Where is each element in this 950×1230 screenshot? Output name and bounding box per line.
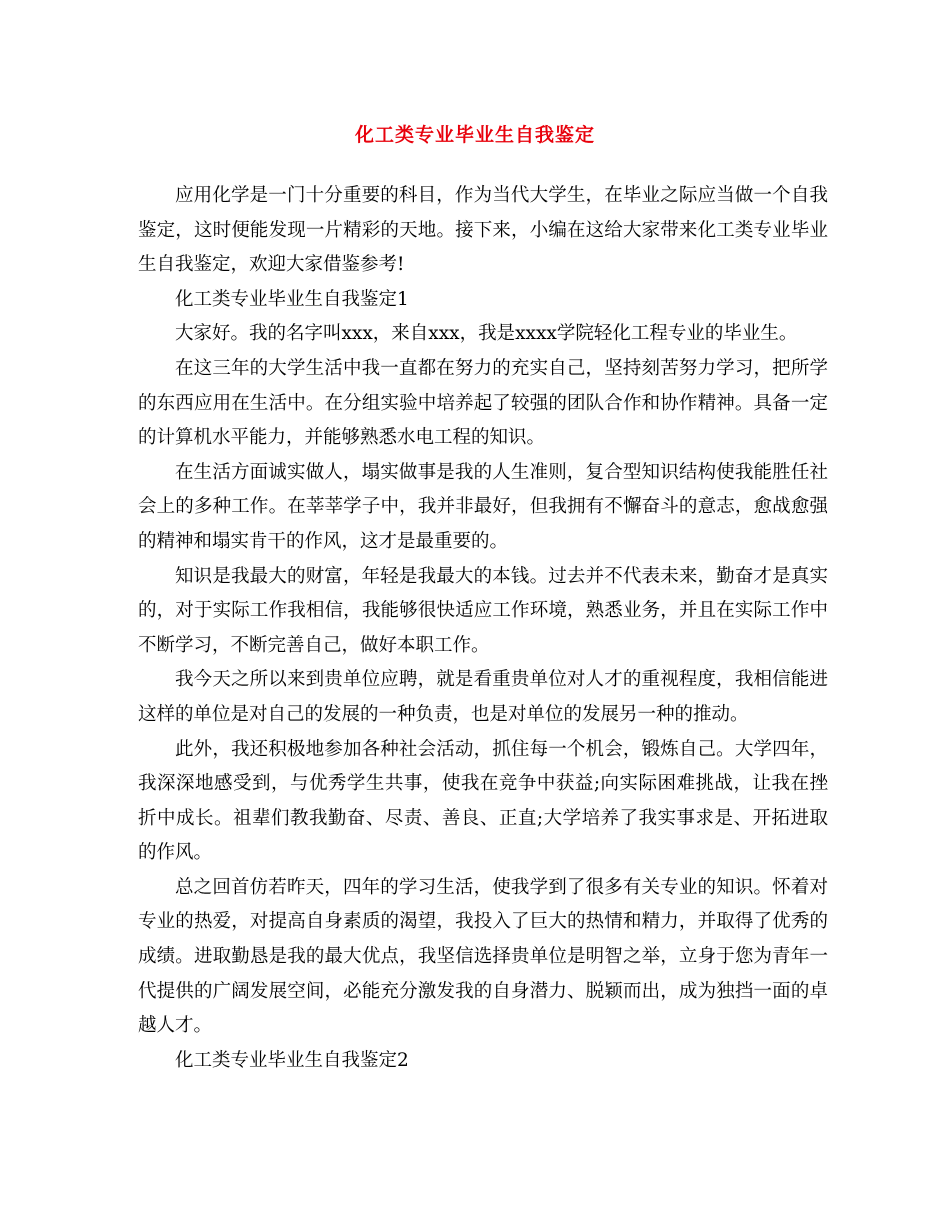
body-paragraph: 我今天之所以来到贵单位应聘，就是看重贵单位对人才的重视程度，我相信能进这样的单位是对自己的发展的一种负责，也是对单位的发展另一种的推动。	[138, 669, 828, 725]
intro-paragraph: 应用化学是一门十分重要的科目，作为当代大学生，在毕业之际应当做一个自我鉴定，这时便能发现一片精彩的天地。接下来，小编在这给大家带来化工类专业毕业生自我鉴定，欢迎大家借鉴参考!	[138, 185, 828, 276]
section-heading-1: 化工类专业毕业生自我鉴定1	[175, 288, 409, 310]
body-paragraph: 总之回首仿若昨天，四年的学习生活，使我学到了很多有关专业的知识。怀着对专业的热爱，对提高自身素质的渴望，我投入了巨大的热情和精力，并取得了优秀的成绩。进取勤恳是我的最大优点，我坚信选择贵单位是明智之举，立身于您为青年一代提供的广阔发展空间，必能充分激发我的自身潜力、脱颖而出，成为独挡一面的卓越人才。	[138, 876, 828, 1037]
body-paragraph: 知识是我最大的财富，年轻是我最大的本钱。过去并不代表未来，勤奋才是真实的，对于实际工作我相信，我能够很快适应工作环境，熟悉业务，并且在实际工作中不断学习，不断完善自己，做好本职工作。	[138, 565, 828, 656]
body-paragraph: 大家好。我的名字叫xxx，来自xxx，我是xxxx学院轻化工程专业的毕业生。	[175, 323, 798, 345]
document-body	[138, 179, 828, 1078]
body-paragraph: 在生活方面诚实做人，塌实做事是我的人生准则，复合型知识结构使我能胜任社会上的多种工作。在莘莘学子中，我并非最好，但我拥有不懈奋斗的意志，愈战愈强的精神和塌实肯干的作风，这才是最重要的。	[138, 461, 828, 552]
document-title: 化工类专业毕业生自我鉴定	[354, 124, 595, 146]
body-paragraph: 此外，我还积极地参加各种社会活动，抓住每一个机会，锻炼自己。大学四年，我深深地感受到，与优秀学生共事，使我在竞争中获益;向实际困难挑战，让我在挫折中成长。祖辈们教我勤奋、尽责、善良、正直;大学培养了我实事求是、开拓进取的作风。	[138, 738, 828, 864]
section-heading-2: 化工类专业毕业生自我鉴定2	[175, 1049, 409, 1071]
body-paragraph: 在这三年的大学生活中我一直都在努力的充实自己，坚持刻苦努力学习，把所学的东西应用在生活中。在分组实验中培养起了较强的团队合作和协作精神。具备一定的计算机水平能力，并能够熟悉水电工程的知识。	[138, 357, 828, 449]
